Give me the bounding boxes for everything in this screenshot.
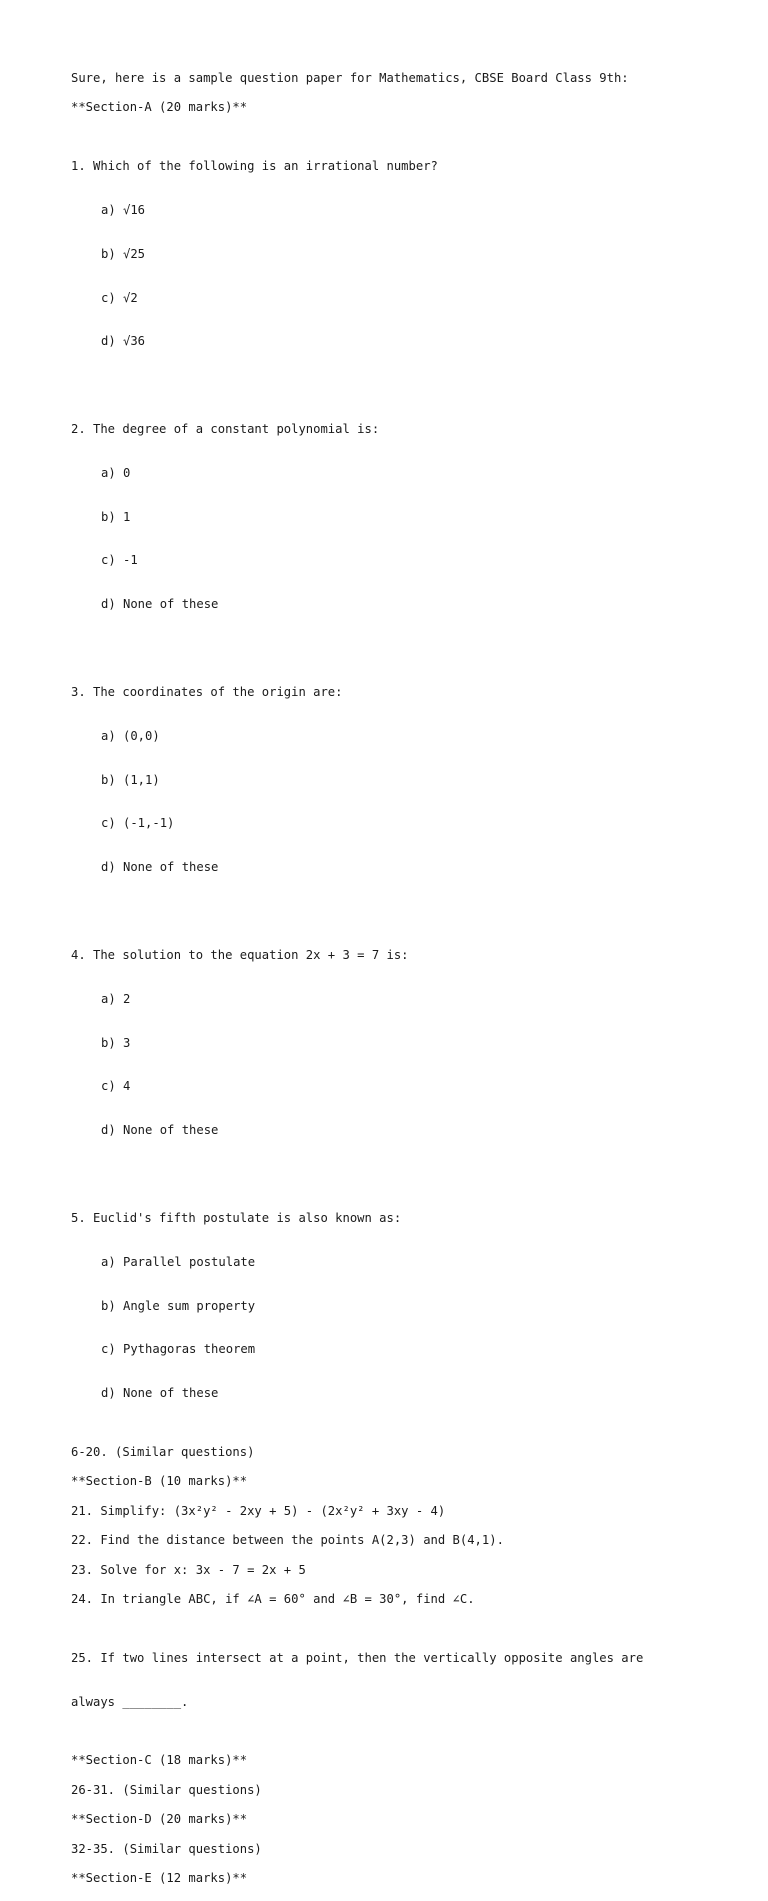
option-c: c) (-1,-1) xyxy=(101,816,175,831)
option-b: b) (1,1) xyxy=(101,772,160,787)
intro-text: Sure, here is a sample question paper for Mathematics, CBSE Board Class 9th: xyxy=(71,71,629,85)
question-3 xyxy=(71,656,711,904)
question-text: 2. The degree of a constant polynomial is: xyxy=(71,422,380,437)
question-25-line-2: always ________. xyxy=(71,1694,189,1709)
option-d: d) √36 xyxy=(101,334,146,349)
question-5 xyxy=(71,1182,711,1430)
option-b: b) √25 xyxy=(101,246,146,261)
option-a: a) (0,0) xyxy=(101,728,160,743)
question-1 xyxy=(71,130,711,378)
similar-questions-a: 6-20. (Similar questions) xyxy=(71,1444,255,1459)
option-a: a) Parallel postulate xyxy=(101,1254,256,1269)
option-c: c) -1 xyxy=(101,553,138,568)
question-text: 5. Euclid's fifth postulate is also known as: xyxy=(71,1211,402,1226)
option-b: b) Angle sum property xyxy=(101,1298,256,1313)
question-text: 3. The coordinates of the origin are: xyxy=(71,685,343,700)
option-a: a) 2 xyxy=(101,991,131,1006)
option-d: d) None of these xyxy=(101,860,219,875)
question-23: 23. Solve for x: 3x - 7 = 2x + 5 xyxy=(71,1562,306,1577)
question-21: 21. Simplify: (3x²y² - 2xy + 5) - (2x²y² + 3xy - 4) xyxy=(71,1503,446,1518)
question-text: 4. The solution to the equation 2x + 3 = 7 is: xyxy=(71,948,409,963)
option-d: d) None of these xyxy=(101,1123,219,1138)
question-24: 24. In triangle ABC, if ∠A = 60° and ∠B = 30°, find ∠C. xyxy=(71,1592,475,1607)
section-a-heading: **Section-A (20 marks)** xyxy=(71,100,248,115)
option-b: b) 1 xyxy=(101,509,131,524)
option-d: d) None of these xyxy=(101,1386,219,1401)
similar-questions-c: 26-31. (Similar questions) xyxy=(71,1782,262,1797)
section-e-heading: **Section-E (12 marks)** xyxy=(71,1871,248,1886)
question-22: 22. Find the distance between the points A(2,3) and B(4,1). xyxy=(71,1533,504,1548)
question-text: 1. Which of the following is an irrational number? xyxy=(71,159,438,174)
question-4 xyxy=(71,919,711,1167)
question-2 xyxy=(71,393,711,641)
section-b-heading: **Section-B (10 marks)** xyxy=(71,1474,248,1489)
question-25 xyxy=(71,1622,711,1739)
option-c: c) √2 xyxy=(101,290,138,305)
option-a: a) 0 xyxy=(101,465,131,480)
option-c: c) Pythagoras theorem xyxy=(101,1342,256,1357)
section-c-heading: **Section-C (18 marks)** xyxy=(71,1753,248,1768)
option-a: a) √16 xyxy=(101,202,146,217)
option-b: b) 3 xyxy=(101,1035,131,1050)
option-c: c) 4 xyxy=(101,1079,131,1094)
question-25-line-1: 25. If two lines intersect at a point, then the vertically opposite angles are xyxy=(71,1650,644,1665)
option-d: d) None of these xyxy=(101,597,219,612)
document-body xyxy=(71,71,711,1901)
similar-questions-d: 32-35. (Similar questions) xyxy=(71,1841,262,1856)
section-d-heading: **Section-D (20 marks)** xyxy=(71,1812,248,1827)
